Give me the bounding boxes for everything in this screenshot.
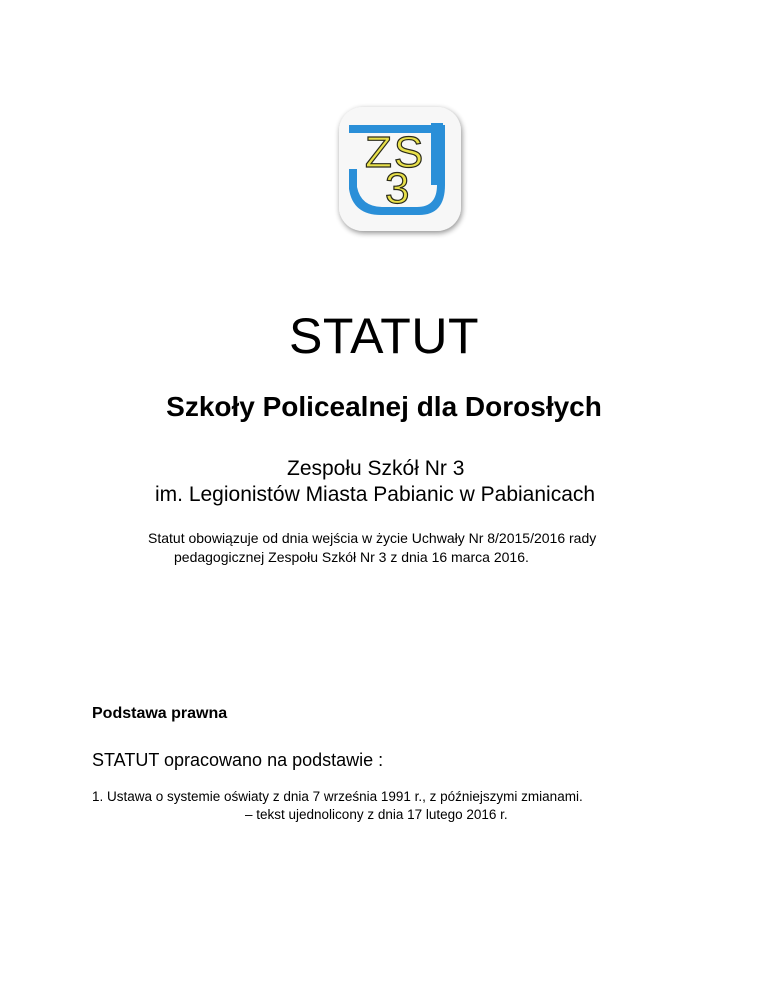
- logo-digit: 3: [385, 164, 412, 213]
- school-logo: [333, 103, 468, 239]
- legal-basis-heading: Podstawa prawna: [92, 705, 228, 722]
- legal-basis-item-1: 1. Ustawa o systemie oświaty z dnia 7 września 1991 r., z późniejszymi zmianami.: [92, 789, 583, 804]
- school-name-line: Zespołu Szkół Nr 3: [287, 457, 465, 480]
- document-title: STATUT: [288, 308, 479, 364]
- legal-basis-item-1-note: – tekst ujednolicony z dnia 17 lutego 2016 r.: [245, 807, 508, 822]
- logo-letters-zs: ZS: [365, 128, 426, 177]
- document-subtitle: Szkoły Policealnej dla Dorosłych: [166, 391, 602, 422]
- validity-note-line2: pedagogicznej Zespołu Szkół Nr 3 z dnia 16 marca 2016.: [174, 549, 529, 565]
- validity-note-line1: Statut obowiązuje od dnia wejścia w życie Uchwały Nr 8/2015/2016 rady: [148, 530, 597, 546]
- basis-intro-text: STATUT opracowano na podstawie :: [92, 750, 384, 770]
- logo-letters: [363, 128, 443, 213]
- school-patron-line: im. Legionistów Miasta Pabianic w Pabianicach: [155, 483, 596, 506]
